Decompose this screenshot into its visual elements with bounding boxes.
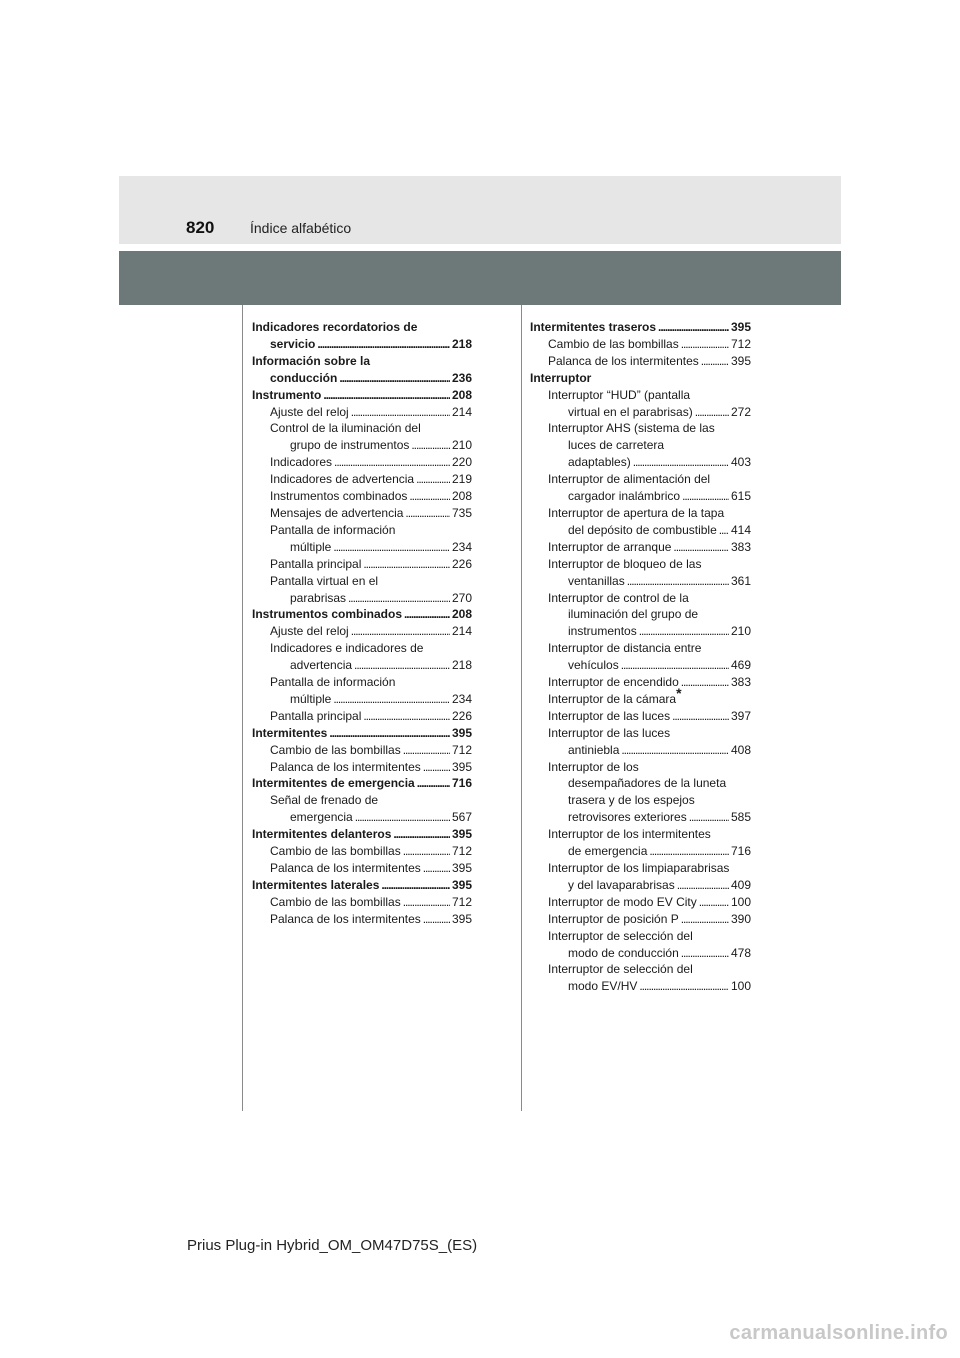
- manual-footer: Prius Plug-in Hybrid_OM_OM47D75S_(ES): [187, 1237, 478, 1254]
- index-entry: [530, 674, 751, 691]
- index-entry: [252, 894, 472, 911]
- index-entry: [252, 877, 472, 894]
- index-entry: [252, 336, 472, 353]
- index-entry-page: 712: [451, 894, 472, 909]
- index-entry-text: Interruptor de las luces: [548, 725, 671, 740]
- dot-leader: [673, 539, 729, 556]
- dot-leader: [621, 742, 729, 759]
- index-entry: [530, 387, 751, 404]
- dot-leader: [681, 336, 729, 353]
- index-entry-text: Intermitentes delanteros: [252, 827, 392, 842]
- index-entry-page: 567: [451, 810, 472, 825]
- index-entry: [530, 657, 751, 674]
- index-entry-text: Interruptor de encendido: [548, 675, 679, 690]
- dot-leader: [403, 843, 450, 860]
- index-entry-text: Señal de frenado de: [270, 793, 379, 808]
- index-entry-text: Pantalla de información: [270, 522, 396, 537]
- index-entry-page: 226: [451, 556, 472, 571]
- dot-leader: [639, 623, 729, 640]
- index-entry-page: 585: [730, 810, 751, 825]
- index-entry-text: Cambio de las bombillas: [270, 894, 401, 909]
- index-entry-page: 272: [730, 404, 751, 419]
- index-entry: [252, 657, 472, 674]
- index-entry-text: Interruptor de posición P: [548, 911, 679, 926]
- section-title: Índice alfabético: [250, 220, 352, 236]
- index-entry-text: iluminación del grupo de: [568, 607, 699, 622]
- dot-leader: [423, 860, 450, 877]
- index-entry-text: Interruptor de apertura de la tapa: [548, 505, 725, 520]
- index-entry: [530, 370, 751, 387]
- index-entry-text: Interruptor de las luces: [548, 708, 671, 723]
- index-entry-text: Interruptor: [530, 370, 592, 385]
- index-entry: [252, 522, 472, 539]
- index-entry: [530, 437, 751, 454]
- index-entry-page: 210: [451, 438, 472, 453]
- index-entry: [530, 640, 751, 657]
- index-entry-text: Intermitentes: [252, 725, 328, 740]
- index-entry: [252, 623, 472, 640]
- index-entry-text: Instrumento: [252, 387, 322, 402]
- index-entry: [252, 606, 472, 623]
- index-entry-text: Instrumentos combinados: [252, 607, 403, 622]
- index-entry-text: emergencia: [290, 810, 353, 825]
- index-entry-page: 395: [451, 861, 472, 875]
- index-entry-page: 409: [730, 877, 751, 892]
- dot-leader: [363, 556, 450, 573]
- index-entry-text: Ajuste del reloj: [270, 404, 349, 419]
- index-entry-page: 226: [451, 708, 472, 723]
- index-entry-page: 361: [730, 573, 751, 588]
- index-entry-text: grupo de instrumentos: [290, 438, 410, 453]
- index-entry-page: 270: [451, 590, 472, 605]
- dot-leader: [658, 319, 729, 336]
- index-entry-text: Interruptor de alimentación del: [548, 472, 711, 487]
- index-entry-text: trasera y de los espejos: [568, 793, 695, 808]
- column-rule-right: [521, 305, 522, 1111]
- index-entry: [252, 488, 472, 505]
- dot-leader: [681, 674, 729, 691]
- dot-leader: [416, 471, 450, 488]
- dot-leader: [701, 353, 729, 370]
- index-entry-page: 100: [730, 979, 751, 994]
- index-entry-text: instrumentos: [568, 624, 637, 639]
- dot-leader: [672, 708, 729, 725]
- index-entry-text: Palanca de los intermitentes: [270, 861, 421, 875]
- index-entry-page: 210: [730, 624, 751, 639]
- index-entry-text: Indicadores e indicadores de: [270, 641, 424, 656]
- index-entry-text: Mensajes de advertencia: [270, 505, 404, 520]
- index-entry-text: Interruptor de selección del: [548, 928, 693, 943]
- dot-leader: [639, 978, 729, 995]
- index-entry-text: Interruptor “HUD” (pantalla: [548, 387, 691, 402]
- index-column-right: [530, 319, 751, 995]
- index-entry: [252, 353, 472, 370]
- index-entry-page: 208: [451, 607, 472, 622]
- index-entry-page: 469: [730, 658, 751, 673]
- index-entry-text: Intermitentes de emergencia: [252, 776, 415, 791]
- index-entry: [252, 674, 472, 691]
- dot-leader: [405, 505, 450, 522]
- dot-leader: [681, 911, 729, 928]
- dot-leader: [682, 488, 729, 505]
- index-entry: [530, 894, 751, 911]
- dot-leader: [633, 454, 729, 471]
- index-entry-text: parabrisas: [290, 590, 347, 605]
- index-entry: [530, 590, 751, 607]
- index-entry-page: 219: [451, 472, 472, 487]
- index-entry-text: vehículos: [568, 658, 619, 673]
- dot-leader: [323, 387, 450, 404]
- index-entry: [252, 420, 472, 437]
- index-entry-page: 478: [730, 945, 751, 960]
- index-entry-page: 395: [451, 827, 472, 842]
- index-entry: [530, 556, 751, 573]
- index-entry: [530, 319, 751, 336]
- index-entry: [530, 420, 751, 437]
- index-entry-page: 712: [451, 742, 472, 757]
- index-entry: [530, 725, 751, 742]
- index-entry: [252, 590, 472, 607]
- index-entry-text: cargador inalámbrico: [568, 489, 681, 504]
- index-entry-text: Interruptor de los intermitentes: [548, 827, 711, 842]
- index-entry-text: Cambio de las bombillas: [270, 742, 401, 757]
- index-entry-text: Interruptor de distancia entre: [548, 641, 702, 656]
- index-entry-page: 615: [730, 489, 751, 504]
- dot-leader: [333, 539, 450, 556]
- dot-leader: [719, 522, 729, 539]
- index-entry-text: Control de la iluminación del: [270, 421, 421, 436]
- index-entry: [530, 759, 751, 776]
- index-entry-text: Cambio de las bombillas: [270, 844, 401, 859]
- index-entry-page: 208: [451, 387, 472, 402]
- index-entry-text: Interruptor AHS (sistema de las: [548, 421, 715, 436]
- index-entry: [252, 843, 472, 860]
- index-entry-page: 208: [451, 489, 472, 504]
- index-entry-page: 383: [730, 539, 751, 554]
- index-entry: [530, 860, 751, 877]
- index-entry: [530, 978, 751, 995]
- index-entry-page: 395: [451, 725, 472, 740]
- index-entry-text: ventanillas: [568, 573, 625, 588]
- index-entry-text: Intermitentes traseros: [530, 320, 657, 334]
- dot-leader: [403, 742, 450, 759]
- index-entry: [252, 860, 472, 877]
- index-entry: [530, 353, 751, 370]
- dot-leader: [621, 657, 729, 674]
- dot-leader: [355, 809, 450, 826]
- index-entry-page: 395: [451, 759, 472, 774]
- index-entry: [530, 454, 751, 471]
- index-entry-page: 214: [451, 624, 472, 639]
- index-entry-text: múltiple: [290, 691, 332, 706]
- index-entry-page: 214: [451, 404, 472, 419]
- index-entry-text: Interruptor de selección del: [548, 962, 693, 977]
- index-entry-text: virtual en el parabrisas): [568, 404, 693, 419]
- index-entry-text: antiniebla: [568, 742, 620, 757]
- index-entry: [530, 606, 751, 623]
- index-entry-text: Indicadores: [270, 455, 333, 470]
- index-entry-text: Instrumentos combinados: [270, 489, 408, 504]
- index-entry-text: Ajuste del reloj: [270, 624, 349, 639]
- index-entry: [252, 826, 472, 843]
- index-entry: [252, 792, 472, 809]
- index-entry-text: Pantalla de información: [270, 675, 396, 690]
- index-entry: [252, 505, 472, 522]
- index-entry-text: Cambio de las bombillas: [548, 336, 679, 351]
- index-entry-page: 218: [451, 658, 472, 673]
- dot-leader: [333, 691, 450, 708]
- dot-leader: [423, 759, 450, 776]
- dot-leader: [381, 877, 450, 894]
- index-entry-page: 236: [451, 370, 472, 385]
- index-entry-page: 234: [451, 691, 472, 706]
- index-entry: [530, 945, 751, 962]
- index-entry-text: servicio: [270, 336, 316, 351]
- index-entry-text: Información sobre la: [252, 353, 371, 368]
- index-entry-text: del depósito de combustible: [568, 522, 717, 537]
- index-entry-page: 395: [451, 877, 472, 892]
- index-entry: [530, 336, 751, 353]
- index-entry-text: Interruptor de la cámara: [548, 691, 677, 706]
- dot-leader: [649, 843, 729, 860]
- index-entry-text: Interruptor de arranque: [548, 539, 672, 554]
- index-entry: [530, 928, 751, 945]
- index-entry: [252, 573, 472, 590]
- index-entry: [252, 775, 472, 792]
- index-entry: [252, 387, 472, 404]
- index-entry: [530, 911, 751, 928]
- index-entry: [530, 843, 751, 860]
- index-entry-text: desempañadores de la luneta: [568, 776, 727, 791]
- index-entry-text: Interruptor de control de la: [548, 590, 689, 605]
- index-column-left: [252, 319, 472, 928]
- dot-leader: [404, 606, 450, 623]
- index-entry-text: Interruptor de los limpiaparabrisas: [548, 861, 730, 875]
- dot-leader: [348, 590, 450, 607]
- index-entry-page: 220: [451, 455, 472, 470]
- dot-leader: [695, 404, 729, 421]
- index-entry-text: Palanca de los intermitentes: [548, 353, 699, 368]
- dot-leader: [681, 945, 729, 962]
- index-entry: [252, 539, 472, 556]
- index-entry-page: 397: [730, 708, 751, 723]
- index-entry-page: 735: [451, 505, 472, 520]
- index-entry: [252, 404, 472, 421]
- index-entry-page: 712: [451, 844, 472, 859]
- index-entry-text: Interruptor de modo EV City: [548, 894, 697, 909]
- index-entry-page: 716: [451, 776, 472, 791]
- dot-leader: [627, 573, 729, 590]
- dot-leader: [317, 336, 450, 353]
- index-entry: [530, 488, 751, 505]
- index-entry: [530, 539, 751, 556]
- index-entry-page: 383: [730, 675, 751, 690]
- dot-leader: [393, 826, 450, 843]
- index-entry: [252, 370, 472, 387]
- index-entry: [252, 911, 472, 928]
- index-entry-text: adaptables): [568, 455, 631, 470]
- page-number: 820: [186, 218, 215, 237]
- index-entry: [252, 725, 472, 742]
- index-entry: [530, 522, 751, 539]
- index-entry-page: 395: [451, 911, 472, 926]
- index-entry-page: 712: [730, 336, 751, 351]
- index-entry: [530, 809, 751, 826]
- dot-leader: [351, 404, 450, 421]
- dot-leader: [329, 725, 450, 742]
- index-entry-page: 234: [451, 539, 472, 554]
- column-rule-left: [242, 305, 243, 1111]
- index-entry-page: 100: [730, 894, 751, 909]
- index-entry: [530, 623, 751, 640]
- dot-leader: [411, 437, 450, 454]
- index-entry: [252, 437, 472, 454]
- header-band: [119, 176, 841, 244]
- index-entry-page: 403: [730, 455, 751, 470]
- index-entry-text: modo de conducción: [568, 945, 679, 960]
- index-entry: [530, 471, 751, 488]
- dot-leader: [417, 775, 450, 792]
- dot-leader: [363, 708, 450, 725]
- index-entry: [530, 505, 751, 522]
- index-entry-text: retrovisores exteriores: [568, 810, 687, 825]
- index-entry: [530, 792, 751, 809]
- dot-leader: [423, 911, 450, 928]
- index-entry: [252, 471, 472, 488]
- dot-leader: [339, 370, 450, 387]
- index-entry: [252, 454, 472, 471]
- index-entry-page: 414: [730, 522, 751, 537]
- index-entry: [252, 759, 472, 776]
- index-entry-text: Pantalla principal: [270, 708, 362, 723]
- index-entry-text: advertencia: [290, 658, 353, 673]
- index-entry-page: 716: [730, 844, 751, 859]
- index-entry-text: Intermitentes laterales: [252, 877, 380, 892]
- index-entry-text: Palanca de los intermitentes: [270, 911, 421, 926]
- index-entry-text: modo EV/HV: [568, 979, 638, 994]
- index-entry-text: y del lavaparabrisas: [568, 877, 675, 892]
- index-entry: [530, 573, 751, 590]
- footnote-star: *: [676, 684, 682, 701]
- index-entry-page: 390: [730, 911, 751, 926]
- index-entry: [252, 809, 472, 826]
- chapter-band: [119, 251, 841, 305]
- dot-leader: [689, 809, 729, 826]
- index-entry-page: 218: [451, 336, 472, 351]
- index-entry: [252, 691, 472, 708]
- index-entry-text: Pantalla virtual en el: [270, 573, 379, 588]
- index-entry-page: 395: [730, 320, 751, 334]
- index-entry-text: Palanca de los intermitentes: [270, 759, 421, 774]
- index-entry: [252, 742, 472, 759]
- index-entry: [530, 826, 751, 843]
- index-entry-text: Indicadores de advertencia: [270, 472, 415, 487]
- index-entry: [530, 775, 751, 792]
- index-entry: [252, 556, 472, 573]
- index-entry: [252, 640, 472, 657]
- index-entry-text: múltiple: [290, 539, 332, 554]
- dot-leader: [334, 454, 450, 471]
- index-entry: [530, 961, 751, 978]
- dot-leader: [409, 488, 450, 505]
- dot-leader: [677, 877, 729, 894]
- index-entry: [530, 684, 751, 708]
- index-entry-text: conducción: [270, 370, 338, 385]
- index-entry-text: Pantalla principal: [270, 556, 362, 571]
- index-entry-text: de emergencia: [568, 844, 648, 859]
- index-entry: [252, 708, 472, 725]
- index-entry: [530, 877, 751, 894]
- index-entry-text: Indicadores recordatorios de: [252, 320, 418, 334]
- dot-leader: [351, 623, 450, 640]
- dot-leader: [354, 657, 450, 674]
- index-entry: [530, 708, 751, 725]
- index-entry-page: 395: [730, 353, 751, 368]
- dot-leader: [699, 894, 729, 911]
- index-entry-page: 408: [730, 742, 751, 757]
- index-entry: [252, 319, 472, 336]
- watermark-logo[interactable]: carmanualsonline.info: [729, 1322, 948, 1344]
- index-entry-text: Interruptor de los: [548, 759, 639, 774]
- index-entry-text: Interruptor de bloqueo de las: [548, 556, 702, 571]
- index-entry-text: luces de carretera: [568, 438, 665, 453]
- index-entry: [530, 742, 751, 759]
- index-entry: [530, 404, 751, 421]
- dot-leader: [403, 894, 450, 911]
